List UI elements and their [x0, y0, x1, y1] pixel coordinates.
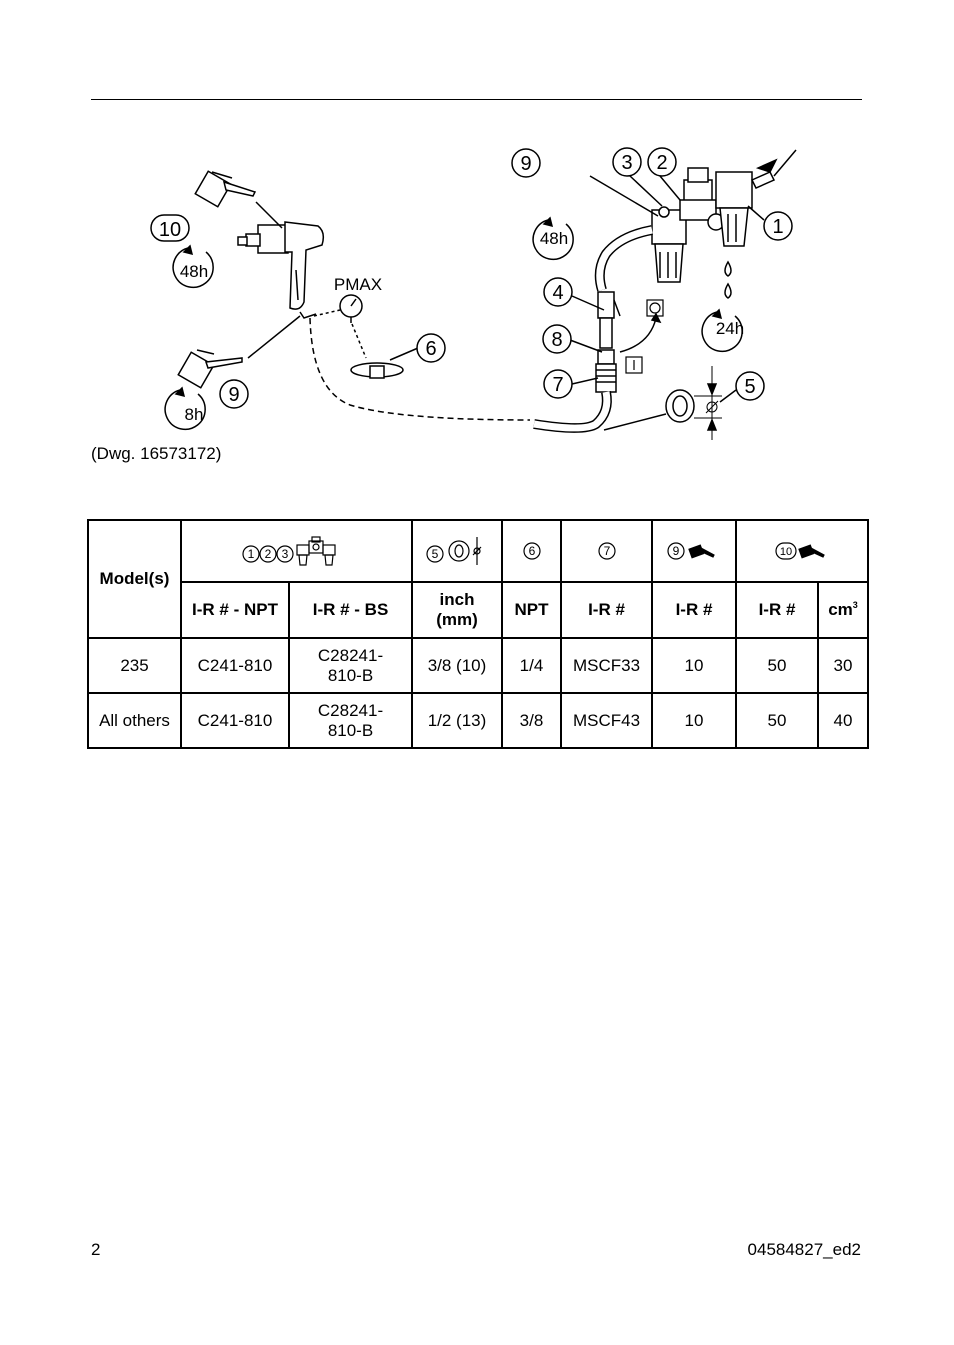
cell-oil: 10: [652, 638, 736, 693]
cell-npt: C241-810: [181, 693, 289, 748]
callout-9-right: 9: [520, 153, 532, 175]
document-id: 04584827_ed2: [747, 1240, 861, 1259]
cell-hose: 1/2 (13): [412, 693, 502, 748]
header-models: Model(s): [88, 520, 181, 638]
header-mm: (mm): [436, 610, 478, 629]
installation-drawing: [0, 0, 954, 480]
cell-oil: 10: [652, 693, 736, 748]
cell-model: All others: [88, 693, 181, 748]
interval-24h: 24h: [715, 319, 745, 338]
drawing-caption: (Dwg. 16573172): [91, 444, 222, 463]
header-ir-9: I-R #: [652, 582, 736, 638]
header-inch: inch: [439, 590, 475, 609]
callout-6: 6: [425, 338, 437, 360]
header-frl-symbol: [181, 520, 412, 582]
oil-can-icon: [689, 545, 714, 558]
cell-bs: C28241- 810-B: [289, 638, 412, 693]
hose-number: 5: [431, 547, 439, 561]
callout-10: 10: [158, 219, 182, 241]
header-hose-symbol: [412, 520, 502, 582]
coupling-number: 7: [603, 544, 610, 558]
frl-number-3: 3: [281, 547, 288, 561]
header-coupling-symbol: [561, 520, 652, 582]
cell-coupling: MSCF43: [561, 693, 652, 748]
table-row: [88, 638, 868, 693]
callout-1: 1: [772, 216, 784, 238]
cell-bs: C28241- 810-B: [289, 693, 412, 748]
cell-grease: 50: [736, 693, 818, 748]
hose-icon: [534, 392, 607, 428]
header-npt-plain: NPT: [502, 582, 561, 638]
cell-hose: 3/8 (10): [412, 638, 502, 693]
header-bs: I-R # - BS: [289, 582, 412, 638]
cell-npt: C241-810: [181, 638, 289, 693]
frl-number-1: 1: [247, 547, 254, 561]
grease-number: 10: [779, 546, 793, 558]
cell-coupling: MSCF33: [561, 638, 652, 693]
cell-grease: 50: [736, 638, 818, 693]
header-ir-10: I-R #: [736, 582, 818, 638]
callout-9-left: 9: [228, 384, 240, 406]
header-ir-7: I-R #: [561, 582, 652, 638]
header-inch-mm: [412, 582, 502, 638]
callout-2: 2: [656, 152, 668, 174]
table-row: [88, 693, 868, 748]
impact-wrench-icon: [238, 222, 323, 318]
oil-can-icon: [195, 171, 255, 207]
callout-8: 8: [551, 329, 563, 351]
hose-diameter-icon: [449, 537, 481, 565]
nipple-icon: [351, 363, 403, 378]
cell-nipple: 3/8: [502, 693, 561, 748]
header-npt: I-R # - NPT: [181, 582, 289, 638]
interval-48h-right: 48h: [539, 229, 569, 248]
cell-model: 235: [88, 638, 181, 693]
callout-3: 3: [621, 152, 633, 174]
cell-cm3: 30: [818, 638, 868, 693]
pmax-label: PMAX: [333, 275, 383, 294]
cell-cm3: 40: [818, 693, 868, 748]
grease-gun-icon: [799, 545, 824, 558]
frl-number-2: 2: [264, 547, 271, 561]
interval-48h-left: 48h: [179, 262, 209, 281]
callout-7: 7: [552, 374, 564, 396]
callout-4: 4: [552, 282, 564, 304]
interval-8h: 8h: [184, 405, 204, 424]
header-nipple-symbol: [502, 520, 561, 582]
pressure-gauge-icon: [340, 295, 362, 323]
coupling-icon: [596, 350, 616, 392]
header-cm3: $cm^3$: [818, 582, 868, 638]
page-number: 2: [91, 1240, 101, 1259]
cell-nipple: 1/4: [502, 638, 561, 693]
oil-number: 9: [672, 544, 680, 558]
frl-icon: [297, 537, 335, 565]
callout-5: 5: [744, 376, 756, 398]
nipple-number: 6: [528, 544, 535, 558]
header-oil-symbol: [652, 520, 736, 582]
header-grease-symbol: [736, 520, 868, 582]
ball-valve-icon: [598, 292, 620, 348]
spec-table: [87, 519, 869, 749]
